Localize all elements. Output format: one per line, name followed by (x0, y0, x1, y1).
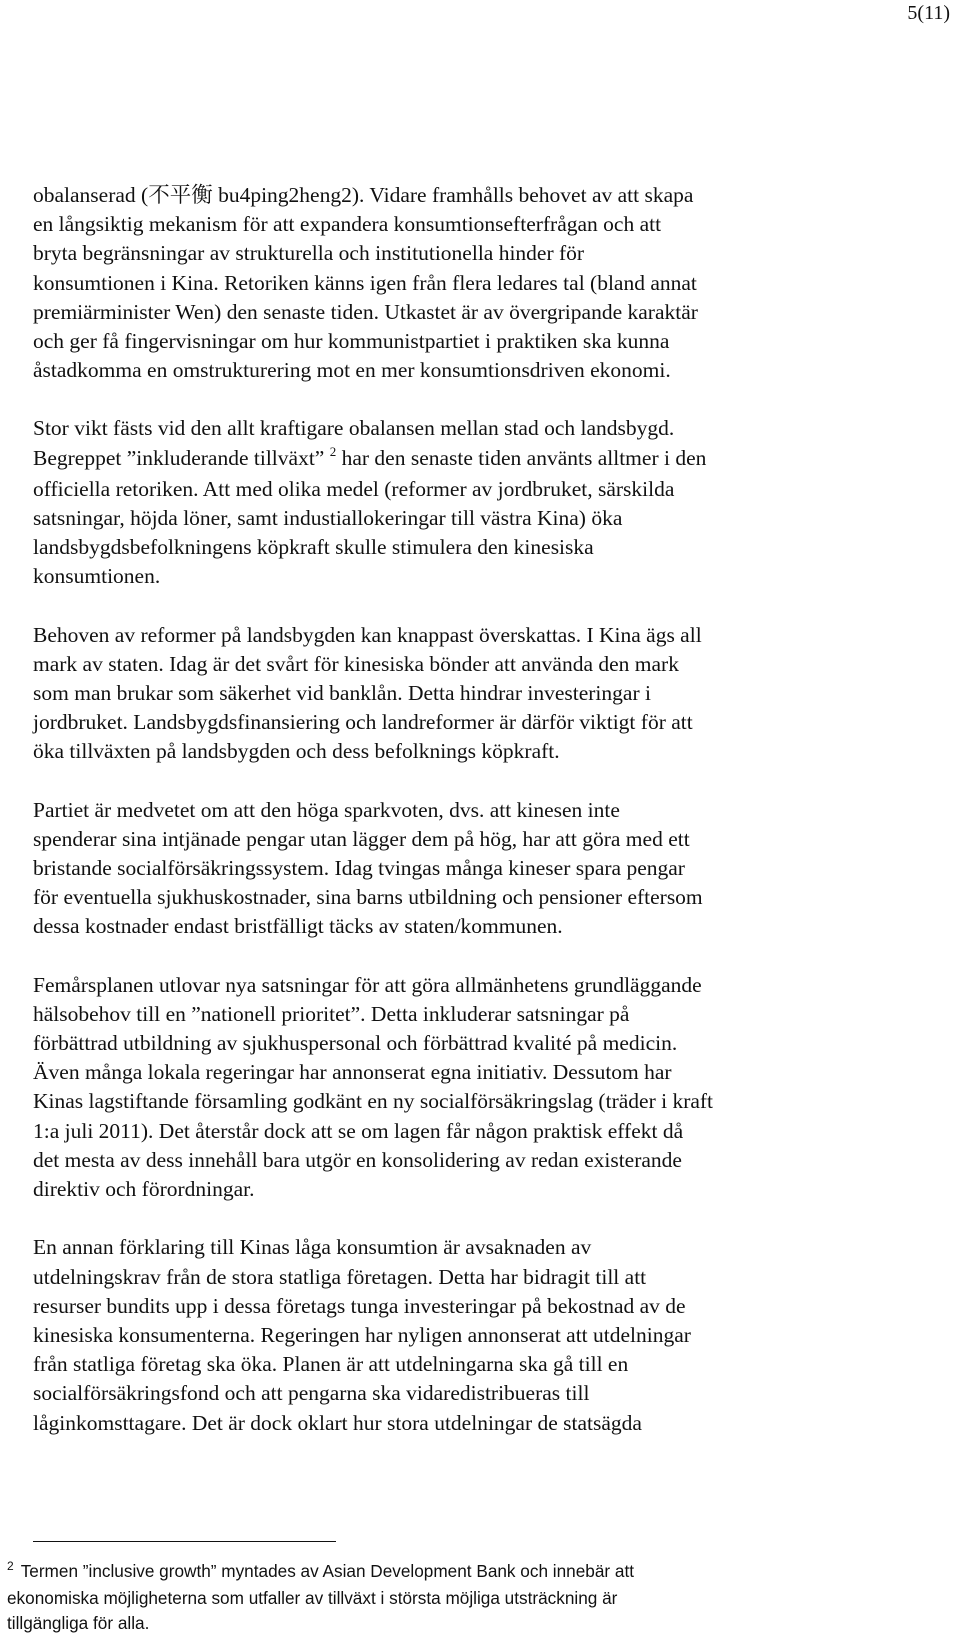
footnote-line (7, 1559, 947, 1586)
paragraph-gap (33, 942, 938, 971)
text-line: det mesta av dess innehåll bara utgör en konsolidering av redan existerande (33, 1147, 682, 1172)
text-line: och ger få fingervisningar om hur kommunistpartiet i praktiken ska kunna (33, 329, 670, 354)
text-line: En annan förklaring till Kinas låga konsumtion är avsaknaden av (33, 1235, 592, 1260)
text-line: landsbygdsbefolkningens köpkraft skulle stimulera den kinesiska (33, 535, 594, 560)
footnote-text: Termen ”inclusive growth” myntades av Asian Development Bank och innebär att (20, 1561, 635, 1581)
footnote-marker: 2 (7, 1559, 14, 1573)
text-line: bristande socialförsäkringssystem. Idag tvingas många kineser spara pengar (33, 856, 685, 881)
text-line: en långsiktig mekanism för att expandera konsumtionsefterfrågan och att (33, 212, 662, 237)
text-line: satsningar, höjda löner, samt industiallokeringar till västra Kina) öka (33, 506, 623, 531)
paragraph-gap (33, 385, 938, 414)
text-line: som man brukar som säkerhet vid banklån. Detta hindrar investeringar i (33, 681, 651, 706)
paragraph (33, 621, 938, 767)
text-line-with-footnote (33, 444, 938, 475)
text-line: Kinas lagstiftande församling godkänt en ny socialförsäkringslag (träder i kraft (33, 1089, 714, 1114)
text-line: konsumtionen. (33, 564, 161, 589)
paragraph (33, 1233, 938, 1437)
text-line: förbättrad utbildning av sjukhuspersonal och förbättrad kvalité på medicin. (33, 1031, 678, 1056)
text-line: 1:a juli 2011). Det återstår dock att se om lagen får någon praktisk effekt då (33, 1118, 684, 1143)
text-line: från statliga företag ska öka. Planen är att utdelningarna ska gå till en (33, 1352, 629, 1377)
text-line: hälsobehov till en ”nationell prioritet”. Detta inkluderar satsningar på (33, 1001, 630, 1026)
text-line: åstadkomma en omstrukturering mot en mer konsumtionsdriven ekonomi. (33, 358, 671, 383)
text-line: officiella retoriken. Att med olika medel (reformer av jordbruket, särskilda (33, 476, 675, 501)
paragraph (33, 414, 938, 591)
text-line: jordbruket. Landsbygdsfinansiering och landreformer är därför viktigt för att (33, 710, 693, 735)
footnote-separator (33, 1541, 336, 1542)
footnote (7, 1559, 947, 1636)
text-line: Stor vikt fästs vid den allt kraftigare obalansen mellan stad och landsbygd. (33, 416, 675, 441)
text-line: öka tillväxten på landsbygden och dess befolknings köpkraft. (33, 739, 560, 764)
text-line: Även många lokala regeringar har annonserat egna initiativ. Dessutom har (33, 1060, 672, 1085)
text-line: Femårsplanen utlovar nya satsningar för att göra allmänhetens grundläggande (33, 972, 702, 997)
text-line: dessa kostnader endast bristfälligt täcks av staten/kommunen. (33, 914, 563, 939)
paragraph (33, 971, 938, 1205)
text-line: bryta begränsningar av strukturella och institutionella hinder för (33, 241, 585, 266)
text-line: utdelningskrav från de stora statliga företagen. Detta har bidragit till att (33, 1264, 647, 1289)
text-segment: Begreppet ”inkluderande tillväxt” (33, 445, 325, 470)
text-line: resurser bundits upp i dessa företags tunga investeringar på bekostnad av de (33, 1293, 686, 1318)
paragraph (33, 181, 938, 385)
page-number: 5(11) (907, 2, 950, 24)
text-segment: har den senaste tiden använts alltmer i den (336, 445, 707, 470)
text-line: för eventuella sjukhuskostnader, sina barns utbildning och pensioner eftersom (33, 885, 703, 910)
paragraph-gap (33, 767, 938, 796)
text-line: konsumtionen i Kina. Retoriken känns igen från flera ledares tal (bland annat (33, 270, 697, 295)
text-line: låginkomsttagare. Det är dock oklart hur stora utdelningar de statsägda (33, 1410, 642, 1435)
text-line: premiärminister Wen) den senaste tiden. Utkastet är av övergripande karaktär (33, 299, 698, 324)
text-line: mark av staten. Idag är det svårt för kinesiska bönder att använda den mark (33, 651, 679, 676)
paragraph-gap (33, 1204, 938, 1233)
footnote-line: ekonomiska möjligheterna som utfaller av tillväxt i största möjliga utsträckning är (7, 1588, 618, 1608)
footnote-line: tillgängliga för alla. (7, 1613, 150, 1633)
text-line: direktiv och förordningar. (33, 1177, 255, 1202)
text-line: Partiet är medvetet om att den höga sparkvoten, dvs. att kinesen inte (33, 797, 620, 822)
text-line: socialförsäkringsfond och att pengarna ska vidaredistribueras till (33, 1381, 590, 1406)
text-line: spenderar sina intjänade pengar utan lägger dem på hög, har att göra med ett (33, 826, 690, 851)
text-line: Behoven av reformer på landsbygden kan knappast överskattas. I Kina ägs all (33, 622, 702, 647)
paragraph-gap (33, 592, 938, 621)
body-text (33, 181, 938, 1438)
text-line: obalanserad (不平衡 bu4ping2heng2). Vidare framhålls behovet av att skapa (33, 183, 694, 207)
paragraph (33, 796, 938, 942)
text-line: kinesiska konsumenterna. Regeringen har nyligen annonserat att utdelningar (33, 1322, 691, 1347)
footnote-reference[interactable]: 2 (329, 443, 337, 459)
